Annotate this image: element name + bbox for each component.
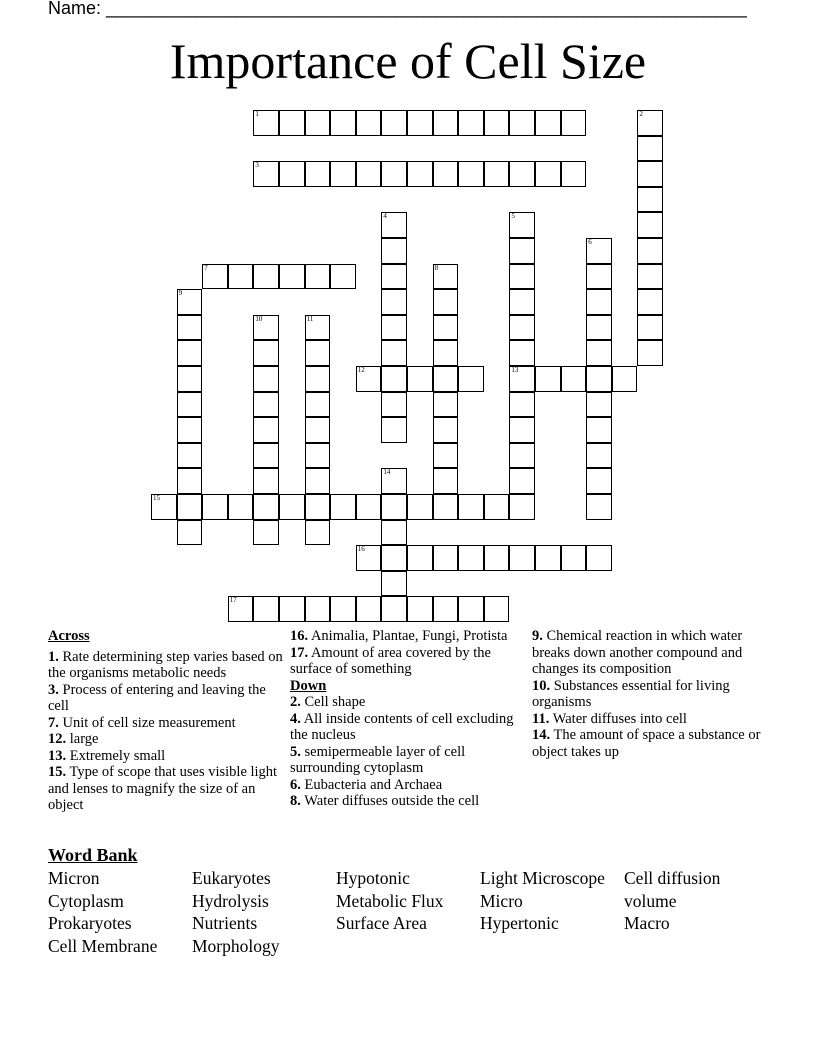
crossword-cell[interactable] (381, 392, 407, 418)
crossword-cell[interactable] (253, 161, 279, 187)
crossword-cell[interactable] (637, 315, 663, 341)
crossword-cell[interactable] (407, 366, 433, 392)
clue-number: 3 (255, 161, 259, 170)
word-bank-item: Hypotonic (336, 868, 410, 888)
crossword-cell[interactable] (484, 545, 510, 571)
crossword-cell[interactable] (509, 238, 535, 264)
crossword-cell[interactable] (177, 315, 203, 341)
crossword-cell[interactable] (586, 366, 612, 392)
crossword-cell[interactable] (356, 366, 382, 392)
page-title: Importance of Cell Size (169, 33, 647, 89)
clue-number: 15 (153, 494, 160, 502)
across-heading: Across (48, 628, 90, 644)
crossword-cell[interactable] (637, 238, 663, 264)
crossword-cell[interactable] (177, 340, 203, 366)
crossword-cell[interactable] (637, 110, 663, 136)
clues-column-3 (532, 628, 764, 760)
crossword-cell[interactable] (458, 161, 484, 187)
word-bank-item: Macro (624, 913, 670, 933)
clue-number: 13 (511, 366, 519, 374)
word-bank-item: Nutrients (192, 913, 258, 933)
crossword-cell[interactable] (279, 596, 305, 622)
crossword-cell[interactable] (253, 392, 279, 418)
crossword-cell[interactable] (381, 289, 407, 315)
crossword-cell[interactable] (509, 392, 535, 418)
crossword-cell[interactable] (330, 596, 356, 622)
clue-down-14: 14. The amount of space a substance or object takes up (532, 727, 761, 760)
crossword-cell[interactable] (433, 340, 459, 366)
crossword-cell[interactable] (279, 264, 305, 290)
crossword-cell[interactable] (381, 238, 407, 264)
crossword-cell[interactable] (509, 212, 535, 238)
crossword-cell[interactable] (509, 340, 535, 366)
word-bank-item: Cell diffusion (624, 868, 721, 888)
word-bank-title: Word Bank (48, 845, 138, 865)
crossword-cell[interactable] (356, 545, 382, 571)
crossword-cell[interactable] (228, 596, 254, 622)
crossword-cell[interactable] (509, 366, 535, 392)
crossword-cell[interactable] (381, 315, 407, 341)
crossword-cell[interactable] (586, 545, 612, 571)
crossword-cell[interactable] (433, 443, 459, 469)
crossword-cell[interactable] (637, 264, 663, 290)
crossword-cell[interactable] (535, 545, 561, 571)
crossword-cell[interactable] (458, 110, 484, 136)
crossword-cell[interactable] (458, 366, 484, 392)
crossword-cell[interactable] (637, 136, 663, 162)
crossword-cell[interactable] (509, 545, 535, 571)
word-bank-item: Eukaryotes (192, 868, 271, 888)
crossword-cell[interactable] (177, 468, 203, 494)
crossword-cell[interactable] (407, 161, 433, 187)
word-bank-item: Morphology (192, 936, 280, 956)
crossword-cell[interactable] (509, 110, 535, 136)
crossword-cell[interactable] (305, 520, 331, 546)
crossword-cell[interactable] (586, 264, 612, 290)
crossword-cell[interactable] (381, 571, 407, 597)
crossword-cell[interactable] (637, 340, 663, 366)
clues-column-1 (48, 628, 283, 814)
crossword-cell[interactable] (305, 468, 331, 494)
crossword-cell[interactable] (356, 110, 382, 136)
crossword-cell[interactable] (637, 289, 663, 315)
crossword-cell[interactable] (253, 417, 279, 443)
crossword-cell[interactable] (177, 494, 203, 520)
clue-across-1: 1. Rate determining step varies based on the organisms metabolic needs (48, 648, 283, 681)
crossword-cell[interactable] (381, 468, 407, 494)
crossword-cell[interactable] (458, 494, 484, 520)
word-bank-item: Cell Membrane (48, 936, 158, 956)
crossword-cell[interactable] (253, 520, 279, 546)
clue-number: 10 (255, 314, 263, 323)
crossword-cell[interactable] (381, 520, 407, 546)
clue-across-17: 17. Amount of area covered by the surface of something (290, 644, 491, 677)
crossword-cell[interactable] (561, 366, 587, 392)
clue-number: 5 (511, 212, 515, 221)
clue-number: 12 (357, 366, 365, 374)
crossword-cell[interactable] (305, 494, 331, 520)
clue-across-16: 16. Animalia, Plantae, Fungi, Protista (290, 628, 508, 644)
crossword-cell[interactable] (433, 366, 459, 392)
crossword-cell[interactable] (253, 443, 279, 469)
crossword-cell[interactable] (202, 494, 228, 520)
crossword-cell[interactable] (433, 596, 459, 622)
word-bank-item: Hypertonic (480, 913, 559, 933)
crossword-cell[interactable] (330, 494, 356, 520)
crossword-cell[interactable] (279, 161, 305, 187)
crossword-cell[interactable] (407, 596, 433, 622)
word-bank-item: Prokaryotes (48, 913, 132, 933)
crossword-cell[interactable] (561, 110, 587, 136)
crossword-cell[interactable] (253, 596, 279, 622)
crossword-cell[interactable] (586, 417, 612, 443)
word-bank-item: Surface Area (336, 913, 427, 933)
crossword-cell[interactable] (433, 264, 459, 290)
crossword-cell[interactable] (330, 264, 356, 290)
crossword-cell[interactable] (305, 264, 331, 290)
crossword-cell[interactable] (305, 417, 331, 443)
crossword-cell[interactable] (509, 315, 535, 341)
crossword-cell[interactable] (433, 161, 459, 187)
crossword-cell[interactable] (356, 596, 382, 622)
clue-down-2: 2. Cell shape (290, 694, 366, 710)
clue-number: 11 (306, 314, 314, 323)
crossword-cell[interactable] (433, 545, 459, 571)
word-bank-item: Micro (480, 891, 523, 911)
crossword-cell[interactable] (407, 494, 433, 520)
crossword-cell[interactable] (253, 468, 279, 494)
clue-number: 7 (204, 263, 208, 272)
crossword-cell[interactable] (535, 110, 561, 136)
crossword-cell[interactable] (330, 110, 356, 136)
clue-down-6: 6. Eubacteria and Archaea (290, 776, 443, 793)
word-bank-item: volume (624, 891, 677, 911)
crossword-cell[interactable] (177, 417, 203, 443)
clue-down-9: 9. Chemical reaction in which water breaks down another compound and changes its composition (532, 628, 743, 677)
crossword-cell[interactable] (561, 545, 587, 571)
crossword-cell[interactable] (381, 161, 407, 187)
crossword-cell[interactable] (253, 315, 279, 341)
crossword-cell[interactable] (279, 494, 305, 520)
crossword-cell[interactable] (509, 417, 535, 443)
crossword-cell[interactable] (586, 315, 612, 341)
clue-number: 8 (434, 263, 439, 272)
crossword-cell[interactable] (586, 443, 612, 469)
clue-down-10: 10. Substances essential for living organisms (532, 677, 730, 710)
crossword-cell[interactable] (381, 545, 407, 571)
crossword-cell[interactable] (305, 596, 331, 622)
crossword-cell[interactable] (177, 443, 203, 469)
crossword-cell[interactable] (253, 366, 279, 392)
clue-number: 14 (383, 468, 391, 477)
crossword-cell[interactable] (509, 468, 535, 494)
crossword-cell[interactable] (381, 417, 407, 443)
crossword-cell[interactable] (177, 392, 203, 418)
crossword-cell[interactable] (433, 110, 459, 136)
word-bank-item: Metabolic Flux (336, 891, 444, 911)
crossword-cell[interactable] (484, 110, 510, 136)
clue-across-3: 3. Process of entering and leaving the cell (48, 681, 266, 714)
crossword-cell[interactable] (330, 161, 356, 187)
crossword-cell[interactable] (586, 494, 612, 520)
crossword-cell[interactable] (458, 545, 484, 571)
crossword-cell[interactable] (433, 494, 459, 520)
clue-number: 17 (229, 596, 237, 605)
crossword-cell[interactable] (253, 494, 279, 520)
crossword-cell[interactable] (509, 494, 535, 520)
clues-column-2 (290, 628, 518, 810)
crossword-cell[interactable] (433, 392, 459, 418)
crossword-cell[interactable] (253, 340, 279, 366)
crossword-cell[interactable] (509, 264, 535, 290)
crossword-cell[interactable] (433, 468, 459, 494)
crossword-cell[interactable] (407, 545, 433, 571)
clue-down-4: 4. All inside contents of cell excluding the nucleus (290, 710, 514, 743)
crossword-cell[interactable] (561, 161, 587, 187)
clue-down-8: 8. Water diffuses outside the cell (290, 793, 480, 809)
crossword-cell[interactable] (381, 110, 407, 136)
crossword-cell[interactable] (484, 596, 510, 622)
crossword-cell[interactable] (509, 289, 535, 315)
crossword-cell[interactable] (509, 161, 535, 187)
word-bank-item: Hydrolysis (192, 891, 269, 911)
crossword-cell[interactable] (356, 494, 382, 520)
crossword-cell[interactable] (433, 417, 459, 443)
crossword-cell[interactable] (356, 161, 382, 187)
crossword-cell[interactable] (228, 494, 254, 520)
crossword-cell[interactable] (151, 494, 177, 520)
down-heading: Down (290, 677, 327, 694)
crossword-cell[interactable] (228, 264, 254, 290)
name-line[interactable]: Name: ________________________________________________________________ (48, 0, 747, 18)
crossword-cell[interactable] (458, 596, 484, 622)
crossword-cell[interactable] (586, 289, 612, 315)
clue-number: 4 (383, 212, 387, 221)
crossword-cell[interactable] (279, 110, 305, 136)
word-bank-item: Light Microscope (480, 868, 605, 888)
crossword-cell[interactable] (305, 392, 331, 418)
clue-number: 2 (639, 110, 643, 118)
crossword-cell[interactable] (305, 315, 331, 341)
crossword-cell[interactable] (509, 443, 535, 469)
crossword-cell[interactable] (637, 161, 663, 187)
crossword-cell[interactable] (381, 366, 407, 392)
clue-across-7: 7. Unit of cell size measurement (48, 714, 236, 731)
crossword-cell[interactable] (177, 289, 203, 315)
word-bank-item: Micron (48, 868, 100, 888)
crossword-cell[interactable] (586, 340, 612, 366)
crossword-cell[interactable] (253, 110, 279, 136)
crossword-cell[interactable] (253, 264, 279, 290)
crossword-cell[interactable] (637, 187, 663, 213)
clue-number: 1 (255, 110, 259, 118)
clue-number: 16 (357, 545, 365, 554)
clue-down-11: 11. Water diffuses into cell (532, 710, 687, 727)
crossword-cell[interactable] (177, 520, 203, 546)
crossword-cell[interactable] (586, 238, 612, 264)
crossword-cell[interactable] (484, 494, 510, 520)
clue-number: 6 (588, 238, 592, 246)
crossword-cell[interactable] (177, 366, 203, 392)
crossword-cell[interactable] (305, 366, 331, 392)
crossword-cell[interactable] (305, 340, 331, 366)
crossword-cell[interactable] (586, 392, 612, 418)
crossword-cell[interactable] (381, 264, 407, 290)
crossword-cell[interactable] (305, 110, 331, 136)
clue-across-12: 12. large (48, 731, 99, 747)
crossword-cell[interactable] (381, 340, 407, 366)
crossword-cell[interactable] (433, 289, 459, 315)
clue-across-15: 15. Type of scope that uses visible light and lenses to magnify the size of an object (48, 764, 278, 813)
crossword-cell[interactable] (535, 366, 561, 392)
crossword-cell[interactable] (484, 161, 510, 187)
crossword-cell[interactable] (612, 366, 638, 392)
clue-down-5: 5. semipermeable layer of cell surrounding cytoplasm (290, 743, 466, 776)
crossword-cell[interactable] (305, 161, 331, 187)
clue-across-13: 13. Extremely small (48, 747, 166, 764)
crossword-cell[interactable] (305, 443, 331, 469)
crossword-cell[interactable] (407, 110, 433, 136)
crossword-cell[interactable] (535, 161, 561, 187)
crossword-cell[interactable] (381, 212, 407, 238)
crossword-cell[interactable] (637, 212, 663, 238)
crossword-cell[interactable] (381, 596, 407, 622)
word-bank-item: Cytoplasm (48, 891, 124, 911)
crossword-cell[interactable] (586, 468, 612, 494)
crossword-cell[interactable] (433, 315, 459, 341)
clue-number: 9 (178, 289, 183, 298)
crossword-cell[interactable] (202, 264, 228, 290)
crossword-cell[interactable] (381, 494, 407, 520)
